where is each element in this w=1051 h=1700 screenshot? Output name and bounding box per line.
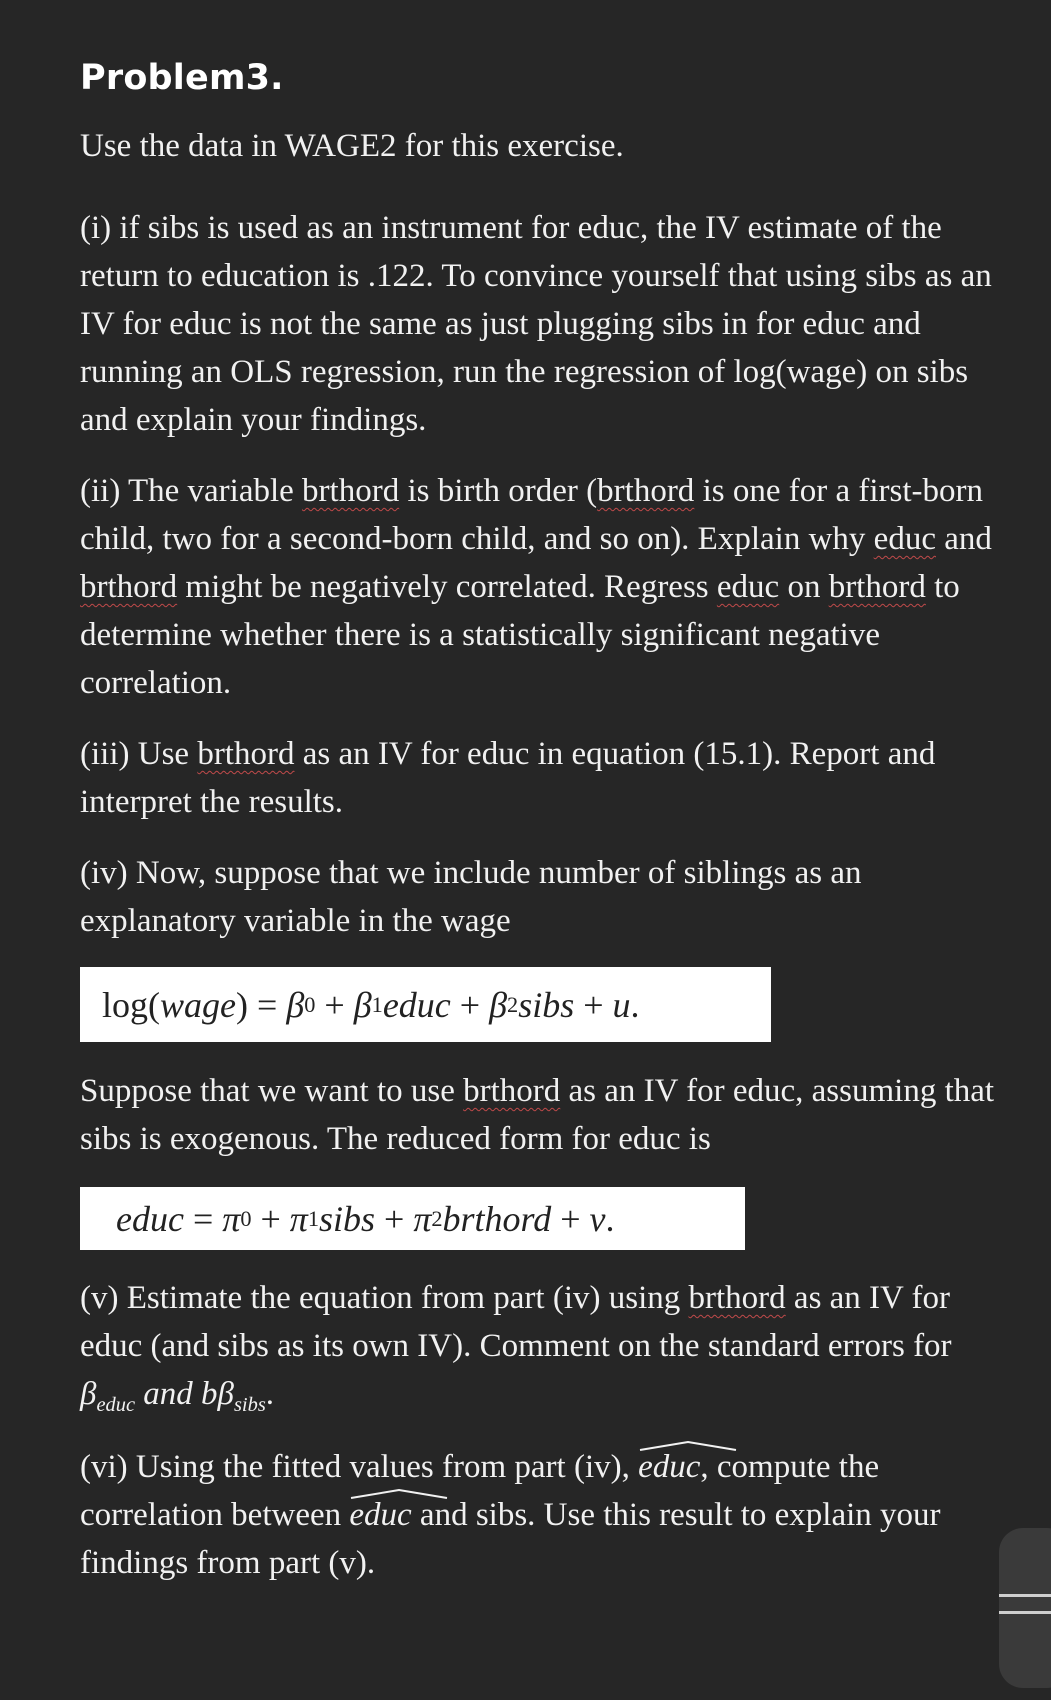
part-ii-paragraph <box>80 467 1010 707</box>
text-run: and <box>935 521 992 557</box>
spellcheck-word[interactable]: brthord <box>828 569 926 605</box>
eq2-educ: educ <box>116 1198 184 1239</box>
spellcheck-word[interactable]: brthord <box>688 1280 786 1316</box>
spellcheck-word[interactable]: brthord <box>80 569 178 605</box>
beta-sub-sibs: sibs <box>233 1394 266 1417</box>
text-run: , compute the correlation between <box>80 1449 880 1533</box>
text-run: is one for a first-born child, two for a second-born child, and so on). Explain why <box>80 473 983 557</box>
eq-beta0: β <box>286 984 305 1025</box>
eq-plus: + <box>450 984 490 1025</box>
hat-accent-icon <box>638 1441 738 1451</box>
eq-plus: + <box>315 984 354 1025</box>
problem-title: Problem3. <box>80 58 284 98</box>
eq-u: u <box>612 984 631 1025</box>
text-run: (ii) The variable <box>80 473 303 509</box>
suppose-paragraph <box>80 1067 1010 1163</box>
part-vi-paragraph <box>80 1443 1010 1587</box>
wage-equation: log( wage ) = β 0 + β 1 educ + β 2 sibs + u . <box>80 967 771 1042</box>
educ-hat <box>638 1443 700 1491</box>
spellcheck-word[interactable]: educ <box>873 521 936 557</box>
text-run: (v) Estimate the equation from part (iv) using <box>80 1280 689 1316</box>
spellcheck-word[interactable]: educ <box>716 569 780 605</box>
eq-beta2: β <box>489 984 508 1025</box>
eq-plus: + <box>574 984 613 1025</box>
text-run: and b <box>135 1376 218 1412</box>
scroll-grip-icon[interactable] <box>999 1594 1051 1624</box>
eq2-dot: . <box>605 1198 615 1239</box>
text-run: is birth order ( <box>399 473 598 509</box>
intro-paragraph: Use the data in WAGE2 for this exercise. <box>80 128 624 164</box>
text-run: might be negatively correlated. Regress <box>177 569 717 605</box>
part-iii-paragraph <box>80 730 1010 826</box>
eq-educ: educ <box>382 984 451 1025</box>
eq2-pi2: π <box>413 1198 432 1239</box>
text-run: as an IV for educ (and sibs as its own IV). Comment on the standard errors for <box>80 1280 952 1364</box>
eq2-sibs: sibs <box>319 1198 376 1239</box>
text-run: as an IV for educ in equation (15.1). Report and interpret the results. <box>80 736 936 820</box>
beta-hat-symbol: β <box>80 1376 97 1412</box>
beta-sub-educ: educ <box>96 1394 136 1417</box>
eq-wage: wage <box>160 984 236 1025</box>
eq-sibs: sibs <box>518 984 575 1025</box>
part-iv-paragraph: (iv) Now, suppose that we include number of siblings as an explanatory variable in the wage <box>80 855 862 939</box>
part-v-paragraph <box>80 1274 1010 1418</box>
text-run: to determine whether there is a statistically significant negative correlation. <box>80 569 960 701</box>
spellcheck-word[interactable]: brthord <box>597 473 695 509</box>
educ-hat-text: educ <box>638 1449 701 1485</box>
text-run: as an IV for educ, assuming that sibs is exogenous. The reduced form for educ is <box>80 1073 995 1157</box>
text-run: . <box>265 1376 275 1412</box>
eq2-plus: + <box>551 1198 590 1239</box>
eq-beta1: β <box>353 984 372 1025</box>
hat-accent-icon <box>349 1489 449 1499</box>
eq2-brthord: brthord <box>442 1198 552 1239</box>
text-run: and sibs. Use this result to explain your findings from part (v). <box>80 1497 941 1581</box>
eq2-plus: + <box>375 1198 414 1239</box>
reduced-form-equation: educ = π 0 + π 1 sibs + π 2 brthord + v . <box>80 1187 745 1250</box>
educ-hat-text: educ <box>349 1497 412 1533</box>
beta-hat-symbol-2: β <box>217 1376 234 1412</box>
educ-hat-2 <box>349 1491 411 1539</box>
eq2-plus: + <box>251 1198 290 1239</box>
eq2-pi1: π <box>289 1198 308 1239</box>
eq2-equals: = <box>183 1198 223 1239</box>
spellcheck-word[interactable]: brthord <box>302 473 400 509</box>
text-run: (iii) Use <box>80 736 198 772</box>
text-run: Suppose that we want to use <box>80 1073 464 1109</box>
text-run: on <box>779 569 829 605</box>
eq-log: log( <box>102 984 160 1025</box>
text-run: (vi) Using the fitted values from part (iv), <box>80 1449 639 1485</box>
eq-close: ) <box>236 984 248 1025</box>
eq-equals: = <box>248 984 287 1025</box>
spellcheck-word[interactable]: brthord <box>463 1073 561 1109</box>
part-i-paragraph: (i) if sibs is used as an instrument for educ, the IV estimate of the return to education is .122. To convince yourself that using sibs as an IV for educ is not the same as just plugging sibs in for educ and running an OLS regression, run the regression of log(wage) on sibs and explain your findings. <box>80 210 992 438</box>
eq2-v: v <box>589 1198 606 1239</box>
spellcheck-word[interactable]: brthord <box>197 736 295 772</box>
eq-dot: . <box>630 984 640 1025</box>
eq2-pi0: π <box>222 1198 241 1239</box>
